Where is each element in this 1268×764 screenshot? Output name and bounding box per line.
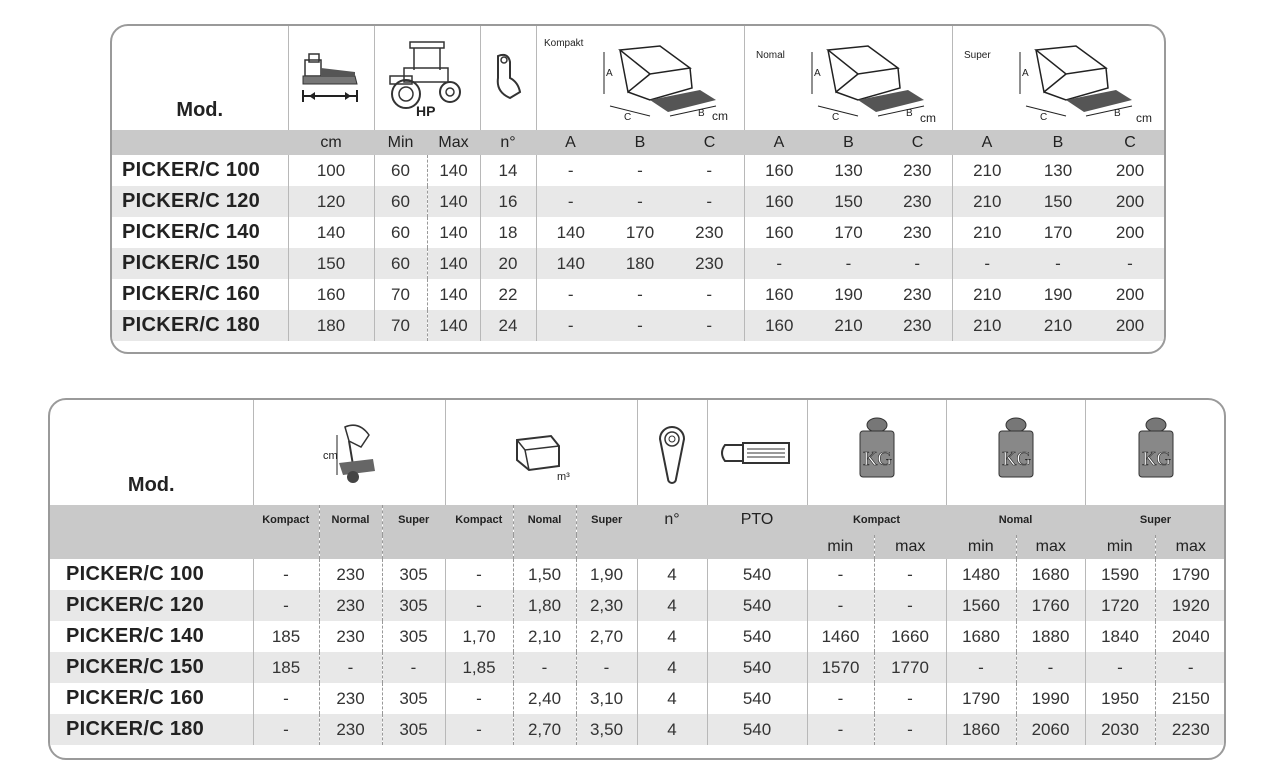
value-cell: -	[807, 590, 874, 621]
value-cell: 4	[637, 590, 707, 621]
value-cell: 2030	[1085, 714, 1155, 745]
discharge-height-icon	[253, 400, 445, 505]
unit-cell: Min	[387, 133, 414, 151]
tractor-hp-icon	[374, 26, 480, 130]
value-cell: 210	[952, 186, 1022, 217]
value-cell: -	[946, 652, 1016, 683]
value-cell: 185	[253, 652, 319, 683]
value-cell: 305	[382, 621, 445, 652]
icon-header-row-2	[50, 400, 1226, 505]
hopper-volume-icon	[445, 400, 637, 505]
value-cell: -	[952, 248, 1022, 279]
kg-weight-kompact-icon	[807, 400, 946, 505]
value-cell: 140	[536, 217, 605, 248]
value-cell: 2,40	[513, 683, 576, 714]
value-cell: 230	[695, 222, 724, 242]
value-cell: 190	[1043, 284, 1073, 304]
model-name: PICKER/C 100	[122, 159, 261, 181]
value-cell: 540	[707, 683, 807, 714]
units-row	[112, 130, 1166, 155]
table-row	[112, 248, 1166, 279]
value-cell: 14	[480, 155, 536, 186]
value-cell: 540	[707, 590, 807, 621]
value-cell: -	[675, 186, 744, 217]
value-cell: -	[1016, 652, 1085, 683]
value-cell: 2,70	[513, 714, 576, 745]
value-cell: 1560	[946, 590, 1016, 621]
table-row	[112, 310, 1166, 341]
value-cell: -	[536, 310, 605, 341]
minmax-cell: max	[874, 535, 946, 559]
value-cell: -	[605, 186, 675, 217]
value-cell: 230	[319, 590, 382, 621]
value-cell: 140	[288, 217, 374, 248]
value-cell: 1840	[1085, 621, 1155, 652]
unit-cell: B	[634, 133, 646, 151]
value-cell: 22	[480, 279, 536, 310]
model-name: PICKER/C 140	[122, 221, 261, 243]
minmax-cell: min	[967, 538, 994, 555]
value-cell: 160	[744, 217, 814, 248]
subheader-cell: n°	[664, 511, 680, 528]
table-row	[112, 217, 1166, 248]
value-cell: 2,10	[513, 621, 576, 652]
value-cell: 160	[744, 155, 814, 186]
subheader-cell: Super	[382, 505, 445, 535]
model-name: PICKER/C 180	[112, 310, 288, 341]
minmax-cell: min	[827, 538, 854, 555]
value-cell: -	[706, 160, 713, 180]
value-cell: 140	[427, 310, 480, 341]
value-cell: 16	[480, 186, 536, 217]
value-cell: -	[382, 652, 445, 683]
value-cell: 2060	[1016, 714, 1085, 745]
unit-cell: B	[843, 133, 854, 151]
model-name: PICKER/C 160	[122, 283, 261, 305]
value-cell: -	[576, 652, 637, 683]
model-name: PICKER/C 120	[50, 590, 253, 621]
subheader-cell: PTO	[740, 511, 774, 528]
kg-label: KG	[862, 447, 892, 470]
table-row	[50, 590, 1226, 621]
value-cell: -	[874, 590, 946, 621]
model-name: PICKER/C 160	[66, 687, 205, 709]
normal-hopper-icon	[744, 26, 952, 130]
model-name: PICKER/C 140	[66, 625, 205, 647]
value-cell: 180	[605, 248, 675, 279]
subheader-cell: Kompact	[455, 514, 503, 526]
model-name: PICKER/C 100	[66, 563, 205, 585]
value-cell: 2,70	[576, 621, 637, 652]
value-cell: 140	[427, 217, 480, 248]
cm-label-2: cm	[323, 449, 338, 462]
value-cell: -	[253, 714, 319, 745]
subheader-blank	[50, 505, 253, 559]
value-cell: 130	[1043, 160, 1073, 180]
table-row	[112, 186, 1166, 217]
m3-label: m³	[557, 470, 570, 483]
value-cell: 180	[288, 310, 374, 341]
value-cell: -	[445, 590, 513, 621]
value-cell: 305	[382, 714, 445, 745]
dim-b-label: B	[906, 108, 913, 119]
kg-weight-super-icon	[1085, 400, 1226, 505]
value-cell: -	[445, 559, 513, 590]
value-cell: 210	[952, 217, 1022, 248]
value-cell: 170	[834, 222, 863, 242]
value-cell: 1,90	[576, 559, 637, 590]
weights-table-panel	[48, 398, 1226, 760]
value-cell: 170	[1043, 222, 1073, 242]
model-name: PICKER/C 150	[112, 248, 288, 279]
value-cell: -	[1085, 652, 1155, 683]
value-cell: 185	[253, 621, 319, 652]
value-cell: 70	[374, 279, 427, 310]
table-row	[50, 621, 1226, 652]
value-cell: -	[706, 284, 713, 304]
value-cell: 1990	[1016, 683, 1085, 714]
value-cell: 1720	[1085, 590, 1155, 621]
value-cell: 3,10	[576, 683, 637, 714]
value-cell: 230	[883, 310, 952, 341]
table-row	[50, 714, 1226, 745]
value-cell: -	[605, 310, 675, 341]
value-cell: 230	[903, 160, 932, 180]
value-cell: 4	[637, 621, 707, 652]
value-cell: 60	[374, 186, 427, 217]
value-cell: 130	[834, 160, 863, 180]
dim-a-label: A	[606, 68, 613, 79]
minmax-cell: min	[1106, 538, 1133, 555]
model-name: PICKER/C 150	[50, 652, 253, 683]
unit-cell: A	[981, 133, 993, 151]
value-cell: 1860	[946, 714, 1016, 745]
cm-label: cm	[1136, 111, 1153, 125]
value-cell: 1,80	[513, 590, 576, 621]
unit-cell: C	[703, 133, 716, 151]
value-cell: 20	[480, 248, 536, 279]
mod-header: Mod.	[176, 99, 224, 121]
value-cell: 24	[480, 310, 536, 341]
value-cell: 3,50	[576, 714, 637, 745]
value-cell: 1480	[946, 559, 1016, 590]
kg-label: KG	[1001, 447, 1031, 470]
value-cell: -	[513, 652, 576, 683]
unit-cell: n°	[500, 133, 516, 151]
value-cell: 1680	[946, 621, 1016, 652]
value-cell: 160	[744, 186, 814, 217]
pto-shaft-icon	[707, 400, 807, 505]
value-cell: 1790	[1155, 559, 1226, 590]
value-cell: 1660	[874, 621, 946, 652]
dim-c-label: C	[624, 112, 632, 123]
value-cell: 305	[382, 559, 445, 590]
value-cell: 230	[319, 683, 382, 714]
value-cell: 120	[288, 186, 374, 217]
value-cell: 160	[744, 310, 814, 341]
value-cell: 230	[903, 222, 932, 242]
value-cell: 190	[834, 284, 863, 304]
value-cell: -	[675, 310, 744, 341]
table-row	[112, 279, 1166, 310]
dimensions-table-panel	[110, 24, 1166, 354]
value-cell: 210	[952, 155, 1022, 186]
value-cell: 150	[814, 186, 883, 217]
value-cell: 200	[1115, 284, 1145, 304]
dim-b-label: B	[1114, 108, 1121, 119]
super-hopper-icon	[952, 26, 1166, 130]
subheader-cell: Kompact	[852, 514, 901, 526]
value-cell: -	[1022, 248, 1094, 279]
value-cell: 1770	[874, 652, 946, 683]
value-cell: 540	[707, 621, 807, 652]
value-cell: 170	[625, 222, 655, 242]
value-cell: 150	[288, 248, 374, 279]
value-cell: -	[253, 559, 319, 590]
value-cell: 230	[903, 284, 932, 304]
value-cell: 4	[637, 652, 707, 683]
unit-cell: A	[773, 133, 785, 151]
value-cell: 230	[319, 559, 382, 590]
model-name: PICKER/C 120	[112, 186, 288, 217]
units-blank	[112, 130, 288, 155]
hammer-blade-icon	[480, 26, 536, 130]
value-cell: 210	[952, 310, 1022, 341]
value-cell: 1,70	[445, 621, 513, 652]
value-cell: 160	[288, 279, 374, 310]
value-cell: 1760	[1016, 590, 1085, 621]
value-cell: -	[1155, 652, 1226, 683]
value-cell: 210	[952, 279, 1022, 310]
value-cell: 230	[319, 621, 382, 652]
value-cell: 230	[675, 248, 744, 279]
dim-a-label: A	[814, 68, 821, 79]
value-cell: 305	[382, 590, 445, 621]
value-cell: 140	[427, 186, 480, 217]
subheader-cell: Nomal	[513, 505, 576, 535]
value-cell: 1680	[1016, 559, 1085, 590]
unit-cell: C	[1124, 133, 1136, 151]
value-cell: 4	[637, 559, 707, 590]
unit-cell: C	[911, 133, 924, 151]
unit-cell: A	[565, 133, 576, 151]
value-cell: -	[874, 559, 946, 590]
value-cell: -	[319, 652, 382, 683]
kg-label: KG	[1141, 447, 1171, 470]
value-cell: -	[874, 714, 946, 745]
value-cell: 540	[707, 559, 807, 590]
value-cell: 160	[744, 279, 814, 310]
value-cell: -	[883, 248, 952, 279]
super-label: Super	[964, 50, 991, 61]
value-cell: 200	[1094, 186, 1166, 217]
value-cell: 1,50	[513, 559, 576, 590]
value-cell: -	[253, 683, 319, 714]
subheader-cell: Kompact	[262, 514, 310, 526]
value-cell: -	[874, 683, 946, 714]
minmax-cell: max	[1155, 535, 1226, 559]
value-cell: -	[637, 160, 643, 180]
dim-b-label: B	[698, 108, 705, 119]
dim-c-label: C	[832, 112, 840, 123]
value-cell: 150	[1022, 186, 1094, 217]
kompakt-hopper-icon	[536, 26, 744, 130]
value-cell: -	[536, 186, 605, 217]
value-cell: 2,30	[576, 590, 637, 621]
value-cell: 230	[883, 186, 952, 217]
value-cell: 18	[480, 217, 536, 248]
value-cell: 140	[427, 248, 480, 279]
table-row	[50, 559, 1226, 590]
subheader-cell: Normal	[319, 505, 382, 535]
value-cell: 2150	[1155, 683, 1226, 714]
kompakt-label: Kompakt	[544, 38, 584, 49]
value-cell: 540	[707, 652, 807, 683]
value-cell: 305	[382, 683, 445, 714]
value-cell: 1920	[1155, 590, 1226, 621]
subheader-cell: Super	[1139, 514, 1172, 526]
value-cell: 1790	[946, 683, 1016, 714]
value-cell: -	[253, 590, 319, 621]
value-cell: -	[744, 248, 814, 279]
value-cell: 4	[637, 683, 707, 714]
dim-a-label: A	[1022, 68, 1029, 79]
value-cell: 2230	[1155, 714, 1226, 745]
unit-cell: cm	[320, 133, 342, 151]
value-cell: 140	[536, 248, 605, 279]
cm-label: cm	[920, 111, 936, 125]
value-cell: 140	[427, 155, 480, 186]
value-cell: 1880	[1016, 621, 1085, 652]
table-row	[50, 683, 1226, 714]
value-cell: -	[814, 248, 883, 279]
value-cell: -	[445, 683, 513, 714]
value-cell: 1460	[807, 621, 874, 652]
value-cell: 200	[1115, 222, 1145, 242]
value-cell: 2040	[1155, 621, 1226, 652]
value-cell: 70	[374, 310, 427, 341]
value-cell: 210	[1022, 310, 1094, 341]
value-cell: 540	[707, 714, 807, 745]
value-cell: 60	[374, 217, 427, 248]
subheader-cell: Nomal	[998, 514, 1033, 526]
value-cell: -	[536, 279, 605, 310]
unit-cell: B	[1052, 133, 1064, 151]
dim-c-label: C	[1040, 112, 1048, 123]
gear-belt-icon	[637, 400, 707, 505]
icon-header-row	[112, 26, 1166, 130]
value-cell: 210	[814, 310, 883, 341]
value-cell: 1,85	[445, 652, 513, 683]
cm-label: cm	[712, 109, 728, 123]
value-cell: 60	[374, 155, 427, 186]
value-cell: 1590	[1085, 559, 1155, 590]
value-cell: -	[536, 155, 605, 186]
kg-weight-normal-icon	[946, 400, 1085, 505]
model-name: PICKER/C 180	[50, 714, 253, 745]
value-cell: 60	[374, 248, 427, 279]
value-cell: 4	[637, 714, 707, 745]
value-cell: -	[807, 559, 874, 590]
minmax-cell: max	[1016, 535, 1085, 559]
value-cell: 1570	[807, 652, 874, 683]
table-row	[112, 155, 1166, 186]
value-cell: -	[1094, 248, 1166, 279]
value-cell: -	[445, 714, 513, 745]
unit-cell: Max	[438, 133, 469, 151]
weights-table	[50, 400, 1226, 745]
value-cell: 100	[288, 155, 374, 186]
value-cell: -	[807, 683, 874, 714]
width-icon	[288, 26, 374, 130]
value-cell: 200	[1115, 160, 1145, 180]
mod-header-2: Mod.	[127, 474, 175, 496]
hp-label: HP	[416, 103, 436, 119]
value-cell: 200	[1094, 310, 1166, 341]
value-cell: -	[807, 714, 874, 745]
value-cell: 140	[427, 279, 480, 310]
subheader-row	[50, 505, 1226, 535]
value-cell: -	[637, 284, 643, 304]
table-row	[50, 652, 1226, 683]
normal-label: Nomal	[756, 50, 785, 61]
subheader-cell: Super	[576, 505, 637, 535]
value-cell: 230	[319, 714, 382, 745]
value-cell: 1950	[1085, 683, 1155, 714]
dimensions-table	[112, 26, 1166, 341]
